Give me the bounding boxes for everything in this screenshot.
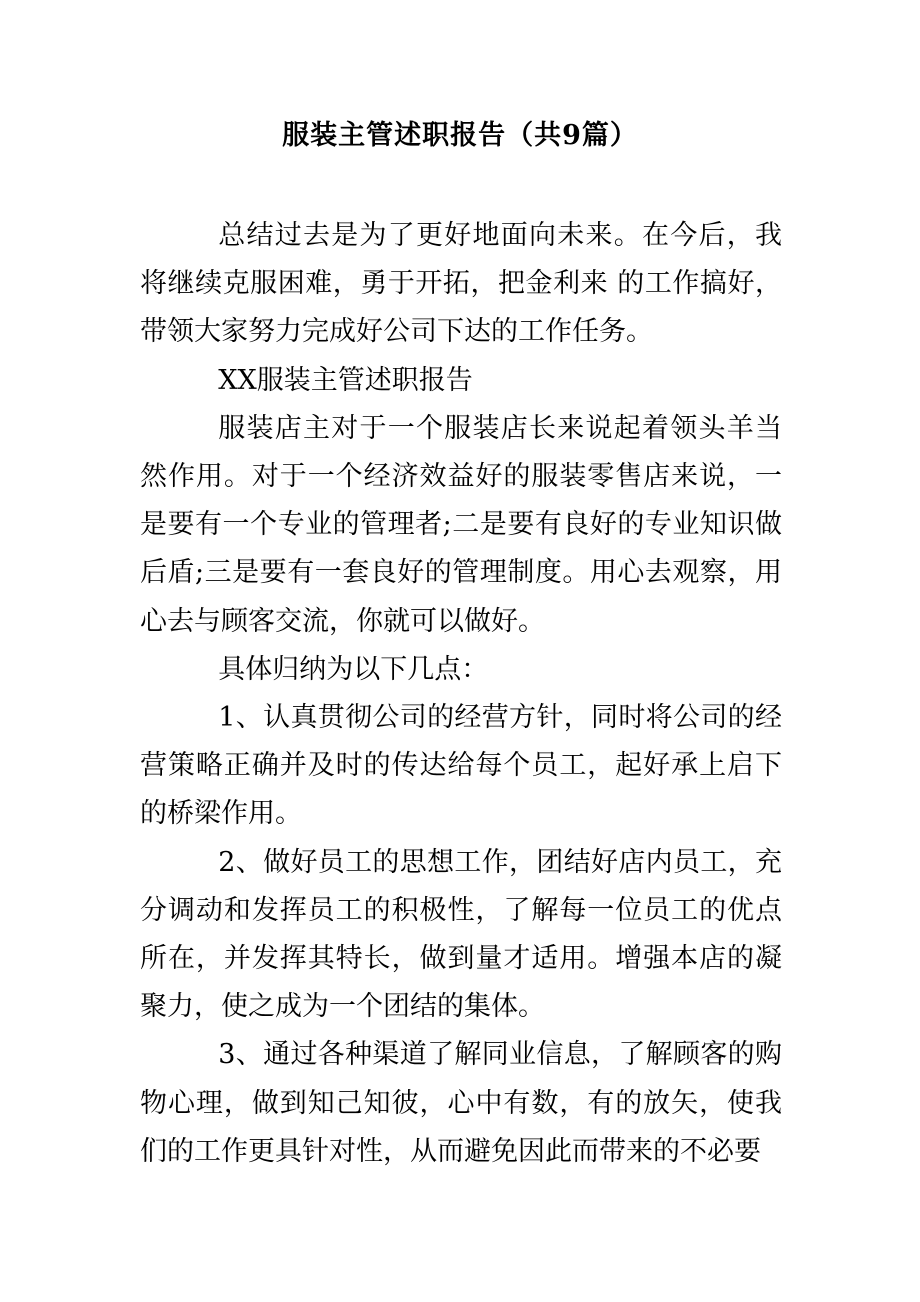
paragraph-intro: 服装店主对于一个服装店长来说起着领头羊当然作用。对于一个经济效益好的服装零售店来说，一是要有一个专业的管理者;二是要有良好的专业知识做后盾;三是要有一套良好的管理制度。用心去观察，用心去与顾客交流，你就可以做好。 — [140, 412, 782, 637]
document-title: 服装主管述职报告（共9篇） — [282, 120, 638, 151]
paragraph-point-3: 3、通过各种渠道了解同业信息，了解顾客的购物心理，做到知己知彼，心中有数，有的放矢，使我们的工作更具针对性，从而避免因此而带来的不必要 — [140, 1039, 782, 1167]
paragraph-summary: 总结过去是为了更好地面向未来。在今后，我将继续克服困难，勇于开拓，把金利来 的工作搞好，带领大家努力完成好公司下达的工作任务。 — [140, 220, 782, 348]
paragraph-subtitle: XX服装主管述职报告 — [218, 364, 473, 396]
document-body — [140, 212, 782, 1176]
paragraph-point-1: 1、认真贯彻公司的经营方针，同时将公司的经营策略正确并及时的传达给每个员工，起好承上启下的桥梁作用。 — [140, 702, 782, 830]
paragraph-points-heading: 具体归纳为以下几点： — [218, 653, 489, 685]
paragraph-point-2: 2、做好员工的思想工作，团结好店内员工，充分调动和发挥员工的积极性，了解每一位员工的优点所在，并发挥其特长，做到量才适用。增强本店的凝聚力，使之成为一个团结的集体。 — [140, 846, 782, 1023]
